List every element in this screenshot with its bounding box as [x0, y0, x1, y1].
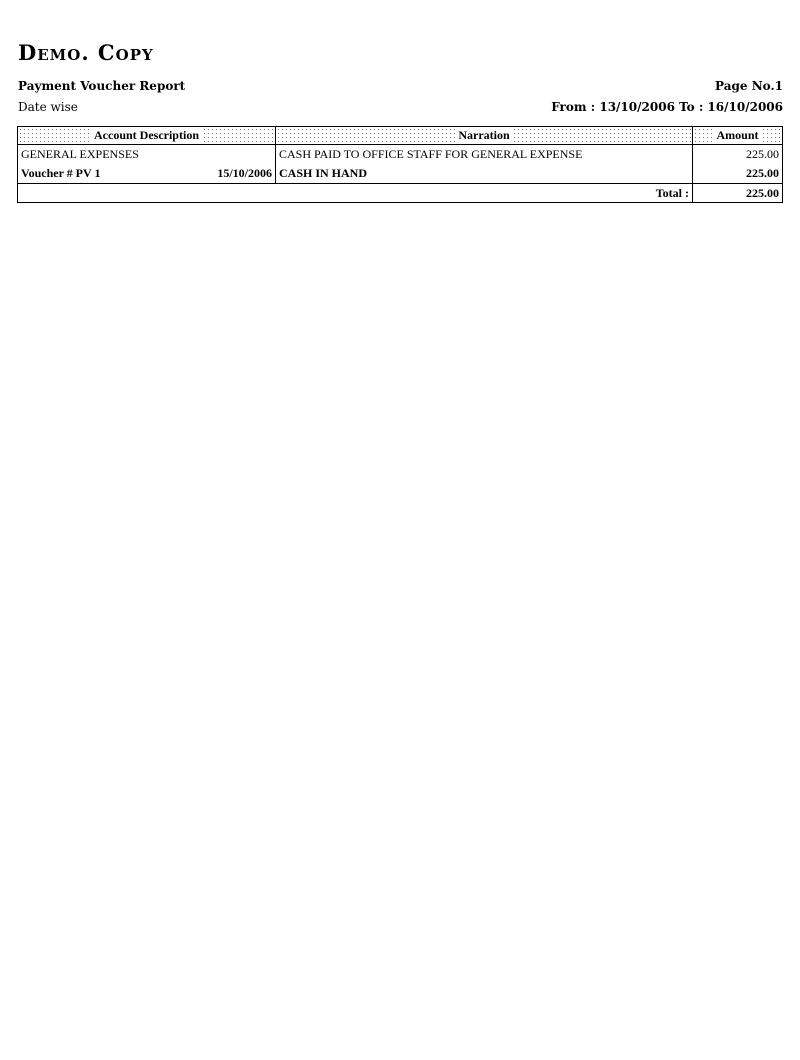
column-header-account: Account Description — [18, 127, 276, 145]
page-number: Page No.1 — [715, 79, 783, 93]
table-header-row — [18, 127, 783, 145]
voucher-number: Voucher # PV 1 — [21, 166, 101, 180]
table-row — [18, 145, 783, 165]
total-label: Total : — [18, 184, 693, 203]
report-title: Payment Voucher Report — [18, 79, 186, 93]
total-amount: 225.00 — [693, 184, 783, 203]
report-subtitle: Date wise — [18, 100, 78, 114]
demo-copy-watermark: Demo. Copy — [18, 40, 154, 65]
column-header-narration: Narration — [276, 127, 693, 145]
column-header-amount: Amount — [693, 127, 783, 145]
date-range: From : 13/10/2006 To : 16/10/2006 — [551, 100, 783, 114]
voucher-row — [18, 164, 783, 184]
amount-cell: 225.00 — [693, 145, 783, 165]
account-cell: GENERAL EXPENSES — [18, 145, 276, 165]
payment-voucher-table — [17, 126, 783, 203]
narration-cell: CASH PAID TO OFFICE STAFF FOR GENERAL EXPENSE — [276, 145, 693, 165]
total-row — [18, 184, 783, 203]
voucher-amount-cell: 225.00 — [693, 164, 783, 184]
voucher-date: 15/10/2006 — [217, 166, 272, 180]
voucher-cell — [18, 164, 276, 184]
voucher-account-cell: CASH IN HAND — [276, 164, 693, 184]
